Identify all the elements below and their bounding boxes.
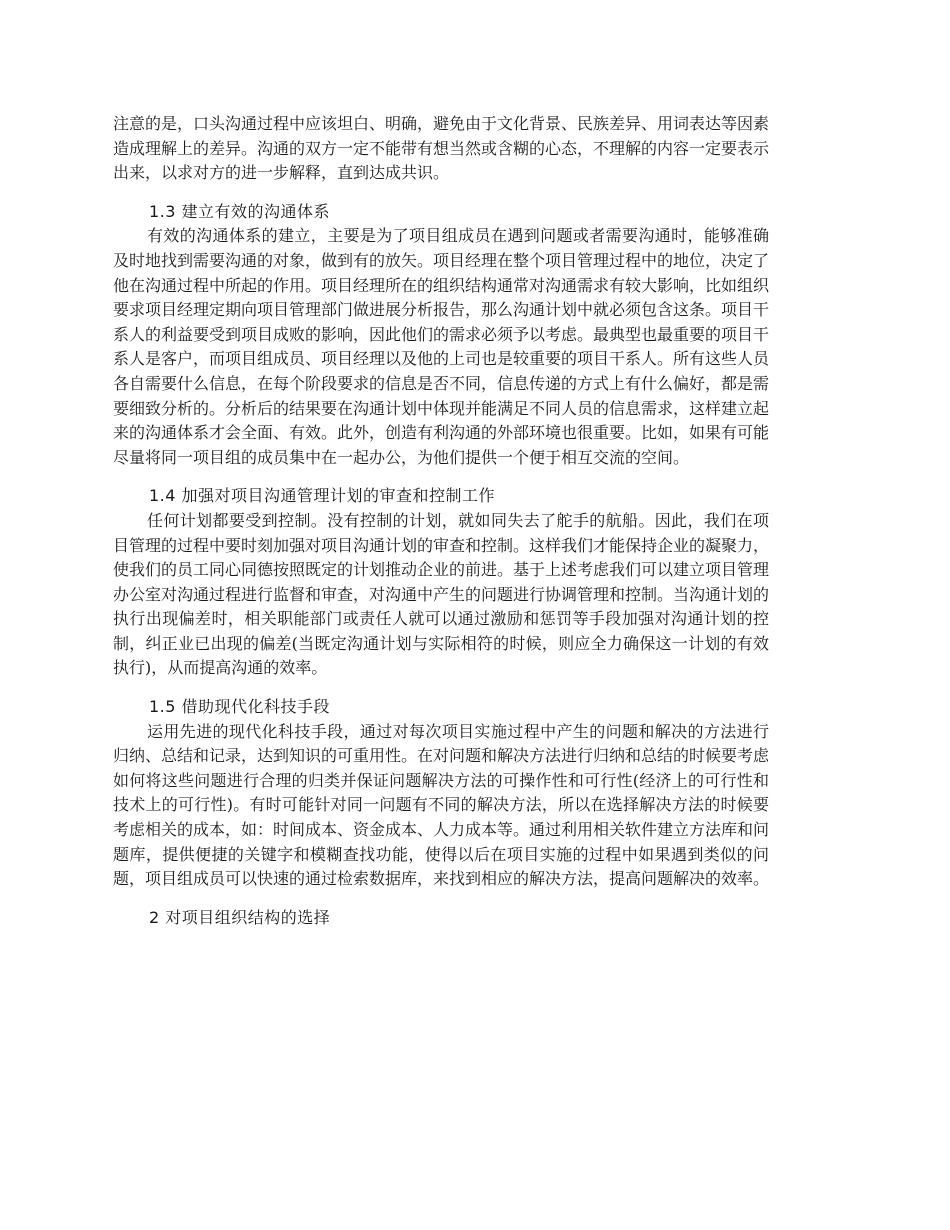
paragraph-communication-system: 有效的沟通体系的建立，主要是为了项目组成员在遇到问题或者需要沟通时，能够准确及时地找到需要沟通的对象，做到有的放矢。项目经理在整个项目管理过程中的地位，决定了他在沟通过程中所起的作用。项目经理所在的组织结构通常对沟通需求有较大影响，比如组织要求项目经理定期向项目管理部门做进展分析报告，那么沟通计划中就必须包含这条。项目干系人的利益要受到项目成败的影响，因此他们的需求必须予以考虑。最典型也最重要的项目干系人是客户，而项目组成员、项目经理以及他的上司也是较重要的项目干系人。所有这些人员各自需要什么信息，在每个阶段要求的信息是否不同，信息传递的方式上有什么偏好，都是需要细致分析的。分析后的结果要在沟通计划中体现并能满足不同人员的信息需求，这样建立起来的沟通体系才会全面、有效。此外，创造有利沟通的外部环境也很重要。比如，如果有可能尽量将同一项目组的成员集中在一起办公，为他们提供一个便于相互交流的空间。 bbox=[113, 226, 770, 467]
paragraph-modern-technology: 运用先进的现代化科技手段，通过对每次项目实施过程中产生的问题和解决的方法进行归纳、总结和记录，达到知识的可重用性。在对问题和解决方法进行归纳和总结的时候要考虑如何将这些问题进行合理的归类并保证问题解决方法的可操作性和可行性(经济上的可行性和技术上的可行性)。有时可能针对同一问题有不同的解决方法，所以在选择解决方法的时候要考虑相关的成本，如：时间成本、资金成本、人力成本等。通过利用相关软件建立方法库和问题库，提供便捷的关键字和模糊查找功能，使得以后在项目实施的过程中如果遇到类似的问题，项目组成员可以快速的通过检索数据库，来找到相应的解决方法，提高问题解决的效率。 bbox=[113, 721, 770, 889]
heading-2: 2 对项目组织结构的选择 bbox=[149, 907, 331, 927]
paragraph-plan-review-control: 任何计划都要受到控制。没有控制的计划，就如同失去了舵手的航船。因此，我们在项目管理的过程中要时刻加强对项目沟通计划的审查和控制。这样我们才能保持企业的凝聚力，使我们的员工同心同德按照既定的计划推动企业的前进。基于上述考虑我们可以建立项目管理办公室对沟通过程进行监督和审查，对沟通中产生的问题进行协调管理和控制。当沟通计划的执行出现偏差时，相关职能部门或责任人就可以通过激励和惩罚等手段加强对沟通计划的控制，纠正业已出现的偏差(当既定沟通计划与实际相符的时候，则应全力确保这一计划的有效执行)，从而提高沟通的效率。 bbox=[113, 510, 770, 678]
heading-1-4: 1.4 加强对项目沟通管理计划的审查和控制工作 bbox=[149, 486, 496, 506]
heading-1-5: 1.5 借助现代化科技手段 bbox=[149, 697, 331, 717]
heading-1-3: 1.3 建立有效的沟通体系 bbox=[149, 201, 331, 221]
document-page bbox=[113, 112, 769, 930]
paragraph-oral-communication: 注意的是，口头沟通过程中应该坦白、明确，避免由于文化背景、民族差异、用词表达等因素造成理解上的差异。沟通的双方一定不能带有想当然或含糊的心态，不理解的内容一定要表示出来，以求对方的进一步解释，直到达成共识。 bbox=[113, 114, 770, 183]
